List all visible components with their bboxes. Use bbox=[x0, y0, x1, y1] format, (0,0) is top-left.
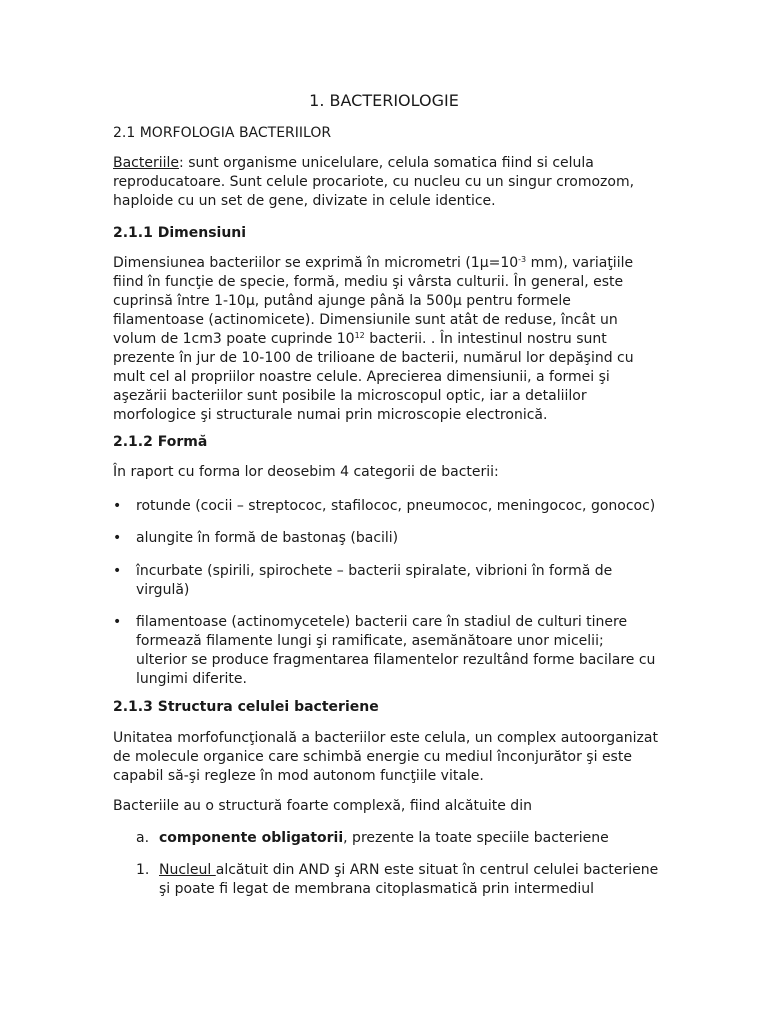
dimensiuni-paragraph bbox=[113, 254, 658, 425]
bullet-2: • bbox=[113, 530, 122, 546]
dim-sup-2: 12 bbox=[354, 331, 365, 340]
bullet-3: • bbox=[113, 563, 122, 579]
list-1-item bbox=[159, 861, 659, 899]
intro-term: Bacteriile bbox=[113, 155, 180, 171]
dim-text-3: bacterii. . În intestinul nostru sunt prezente în jur de 10-100 de trilioane de bacterii, numărul lor depăşind cu mult cel al propriilor noastre celule. Aprecierea dimensiunii, a formei şi aşezării bacteriilor sunt posibile la microscopul optic, iar a detaliilor morfologice şi structurale numai prin microscopie electronică. bbox=[113, 331, 634, 423]
heading-forma: 2.1.2 Formă bbox=[113, 434, 208, 450]
heading-dimensiuni: 2.1.1 Dimensiuni bbox=[113, 225, 247, 241]
list-a-text: , prezente la toate speciile bacteriene bbox=[343, 830, 609, 846]
section-heading-morfologia: 2.1 MORFOLOGIA BACTERIILOR bbox=[113, 125, 332, 141]
form-item-alungite: alungite în formă de bastonaş (bacili) bbox=[136, 530, 399, 546]
list-1-term: Nucleul bbox=[159, 862, 216, 878]
forma-intro: În raport cu forma lor deosebim 4 categorii de bacterii: bbox=[113, 464, 499, 480]
form-item-incurbate: încurbate (spirili, spirochete – bacterii spiralate, vibrioni în formă de virgulă) bbox=[136, 563, 613, 598]
dim-text-1: Dimensiunea bacteriilor se exprimă în micrometri (1µ=10 bbox=[113, 255, 519, 271]
heading-structura: 2.1.3 Structura celulei bacteriene bbox=[113, 699, 379, 715]
document-title: 1. BACTERIOLOGIE bbox=[309, 91, 459, 110]
list-a-marker: a. bbox=[136, 830, 150, 846]
list-a-bold: componente obligatorii bbox=[159, 830, 344, 846]
dim-text-2: mm), variaţiile fiind în funcţie de specie, formă, mediu şi vârsta culturii. În general, este cuprinsă între 1-10µ, putând ajunge până la 500µ pentru formele filamentoase (actinomicete). Dimensiunile sunt atât de reduse, încât un volum de 1cm3 poate cuprinde 10 bbox=[113, 255, 634, 347]
bullet-4: • bbox=[113, 614, 122, 630]
intro-text: : sunt organisme unicelulare, celula somatica fiind si celula reproducatoare. Sunt celule procariote, cu nucleu cu un singur cromozom, haploide cu un set de gene, divizate in celule identice. bbox=[113, 155, 635, 209]
form-item-rotunde: rotunde (cocii – streptococ, stafilococ, pneumococ, meningococ, gonococ) bbox=[136, 498, 656, 514]
dim-sup-1: -3 bbox=[518, 255, 527, 264]
intro-paragraph bbox=[113, 154, 658, 211]
list-1-text: alcătuit din AND şi ARN este situat în centrul celulei bacteriene şi poate fi legat de membrana citoplasmatică prin intermediul bbox=[159, 862, 659, 897]
list-1-marker: 1. bbox=[136, 862, 150, 878]
list-a-item bbox=[159, 829, 659, 848]
bullet-1: • bbox=[113, 498, 122, 514]
form-item-filamentoase: filamentoase (actinomycetele) bacterii care în stadiul de culturi tinere formează filamente lungi şi ramificate, asemănătoare unor micelii; ulterior se produce fragmentarea filamentelor rezultând forme bacilare cu lungimi diferite. bbox=[136, 614, 656, 687]
structura-paragraph-1: Unitatea morfofuncţională a bacteriilor este celula, un complex autoorganizat de molecule organice care schimbă energie cu mediul înconjurător şi este capabil să-şi regleze în mod autonom funcţiile vitale. bbox=[113, 730, 658, 784]
structura-paragraph-2: Bacteriile au o structură foarte complexă, fiind alcătuite din bbox=[113, 798, 532, 814]
